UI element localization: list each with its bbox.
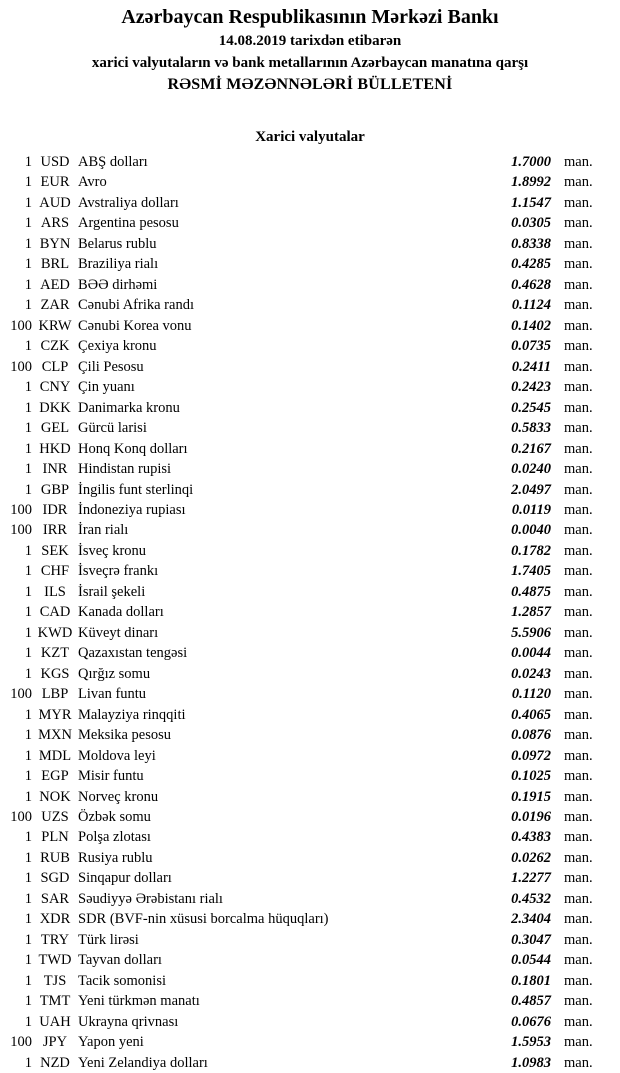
quantity-cell: 100 [10, 317, 32, 334]
table-row [0, 234, 600, 254]
currency-code-cell: ILS [44, 583, 66, 600]
table-row [0, 664, 600, 684]
currency-name-cell: Kanada dolları [78, 604, 164, 621]
table-row [0, 623, 600, 643]
rate-value-cell: 0.4857 [511, 993, 551, 1010]
currency-code-cell: HKD [39, 440, 71, 457]
quantity-cell: 1 [24, 993, 32, 1010]
table-row [0, 520, 600, 540]
unit-label-cell: man. [564, 379, 593, 396]
currency-code-cell: GEL [40, 420, 70, 437]
quantity-cell: 1 [24, 645, 32, 662]
currency-name-cell: İngilis funt sterlinqi [78, 481, 194, 498]
table-row [0, 950, 600, 970]
quantity-cell: 1 [24, 338, 32, 355]
currency-code-cell: EUR [40, 174, 70, 191]
currency-name-cell: Livan funtu [78, 686, 147, 703]
unit-label-cell: man. [564, 768, 593, 785]
currency-name-cell: Polşa zlotası [78, 829, 151, 846]
unit-label-cell: man. [564, 747, 593, 764]
rate-value-cell: 1.1547 [511, 194, 551, 211]
unit-label-cell: man. [564, 624, 593, 641]
unit-label-cell: man. [564, 952, 593, 969]
table-row [0, 725, 600, 745]
rate-value-cell: 1.0983 [511, 1054, 551, 1071]
currency-code-cell: IDR [42, 501, 68, 518]
rate-value-cell: 1.2857 [511, 604, 551, 621]
table-row [0, 930, 600, 950]
rate-value-cell: 1.7405 [511, 563, 551, 580]
rate-value-cell: 0.1801 [511, 972, 551, 989]
currency-code-cell: ARS [40, 215, 70, 232]
quantity-cell: 100 [10, 809, 32, 825]
unit-label-cell: man. [564, 297, 593, 314]
bulletin-header [0, 0, 620, 96]
unit-label-cell: man. [564, 809, 593, 825]
rate-value-cell: 0.4532 [511, 890, 551, 907]
currency-name-cell: Gürcü larisi [78, 420, 147, 437]
currency-name-cell: Rusiya rublu [78, 849, 153, 866]
currency-name-cell: Cənubi Korea vonu [78, 317, 192, 334]
table-row [0, 909, 600, 929]
rate-value-cell: 0.0243 [511, 665, 551, 682]
unit-label-cell: man. [564, 645, 593, 662]
currency-code-cell: KWD [37, 624, 73, 641]
currency-code-cell: NZD [40, 1054, 70, 1071]
unit-label-cell: man. [564, 686, 593, 703]
quantity-cell: 1 [24, 768, 32, 785]
rate-value-cell: 0.8338 [511, 235, 551, 252]
currency-code-cell: CLP [41, 358, 69, 375]
currency-code-cell: GBP [40, 481, 70, 498]
rate-value-cell: 0.2545 [511, 399, 551, 416]
unit-label-cell: man. [564, 194, 593, 211]
currency-code-cell: RUB [40, 849, 70, 866]
quantity-cell: 1 [24, 461, 32, 478]
quantity-cell: 1 [24, 788, 32, 805]
currency-name-cell: Belarus rublu [78, 235, 157, 252]
currency-code-cell: MYR [38, 706, 72, 723]
currency-code-cell: AED [40, 276, 70, 293]
quantity-cell: 1 [24, 563, 32, 580]
unit-label-cell: man. [564, 154, 593, 170]
quantity-cell: 1 [24, 952, 32, 969]
currency-name-cell: İran rialı [78, 522, 129, 539]
quantity-cell: 1 [24, 624, 32, 641]
rate-value-cell: 0.3047 [511, 931, 551, 948]
rate-value-cell: 0.4065 [511, 706, 551, 723]
quantity-cell: 1 [24, 604, 32, 621]
quantity-cell: 100 [10, 1034, 32, 1051]
currency-name-cell: Cənubi Afrika randı [78, 297, 194, 314]
currency-name-cell: Moldova leyi [78, 747, 156, 764]
unit-label-cell: man. [564, 461, 593, 478]
unit-label-cell: man. [564, 276, 593, 293]
quantity-cell: 1 [24, 235, 32, 252]
table-row [0, 377, 600, 397]
quantity-cell: 1 [24, 1013, 32, 1030]
currency-name-cell: Tayvan dolları [78, 952, 162, 969]
unit-label-cell: man. [564, 338, 593, 355]
currency-code-cell: UAH [39, 1013, 71, 1030]
currency-code-cell: BYN [39, 235, 71, 252]
quantity-cell: 1 [24, 154, 32, 170]
table-row [0, 705, 600, 725]
rate-value-cell: 0.0119 [511, 501, 551, 518]
table-row [0, 398, 600, 418]
table-row [0, 643, 600, 663]
currency-code-cell: ZAR [40, 297, 70, 314]
currency-name-cell: Səudiyyə Ərəbistanı rialı [78, 890, 223, 907]
rate-value-cell: 0.2411 [511, 358, 551, 375]
currency-code-cell: KZT [40, 645, 70, 662]
rate-value-cell: 0.0305 [511, 215, 551, 232]
unit-label-cell: man. [564, 563, 593, 580]
currency-name-cell: Avstraliya dolları [78, 194, 179, 211]
quantity-cell: 1 [24, 870, 32, 887]
table-row [0, 868, 600, 888]
table-row [0, 213, 600, 233]
table-row [0, 848, 600, 868]
currency-name-cell: ABŞ dolları [78, 154, 148, 170]
rate-value-cell: 0.0196 [511, 809, 551, 825]
quantity-cell: 1 [24, 747, 32, 764]
quantity-cell: 1 [24, 256, 32, 273]
currency-code-cell: KGS [40, 665, 70, 682]
unit-label-cell: man. [564, 706, 593, 723]
currency-code-cell: LBP [41, 686, 69, 703]
currency-code-cell: TRY [40, 931, 70, 948]
quantity-cell: 1 [24, 481, 32, 498]
table-row [0, 991, 600, 1011]
page-title: Azərbaycan Respublikasının Mərkəzi Bankı [121, 6, 499, 28]
currency-code-cell: CZK [40, 338, 70, 355]
rate-value-cell: 0.2423 [511, 379, 551, 396]
currency-code-cell: CAD [39, 604, 71, 621]
currency-code-cell: CHF [40, 563, 70, 580]
currency-name-cell: İndoneziya rupiası [78, 501, 186, 518]
rate-value-cell: 2.3404 [511, 911, 551, 928]
quantity-cell: 1 [24, 215, 32, 232]
currency-name-cell: SDR (BVF-nin xüsusi borcalma hüquqları) [78, 911, 329, 928]
rate-value-cell: 0.0876 [511, 727, 551, 744]
rate-value-cell: 0.1782 [511, 542, 551, 559]
quantity-cell: 100 [10, 522, 32, 539]
table-row [0, 152, 600, 172]
currency-name-cell: Qırğız somu [78, 665, 151, 682]
unit-label-cell: man. [564, 215, 593, 232]
currency-code-cell: MDL [38, 747, 72, 764]
unit-label-cell: man. [564, 870, 593, 887]
quantity-cell: 100 [10, 686, 32, 703]
quantity-cell: 1 [24, 706, 32, 723]
subtitle-line: xarici valyutaların və bank metallarının Azərbaycan manatına qarşı [91, 55, 529, 71]
table-row [0, 787, 600, 807]
rate-value-cell: 0.4383 [511, 829, 551, 846]
unit-label-cell: man. [564, 358, 593, 375]
currency-name-cell: İsveçrə frankı [78, 563, 159, 580]
quantity-cell: 100 [10, 358, 32, 375]
table-row [0, 480, 600, 500]
currency-code-cell: KRW [38, 317, 72, 334]
currency-code-cell: SAR [40, 890, 70, 907]
table-row [0, 336, 600, 356]
unit-label-cell: man. [564, 522, 593, 539]
quantity-cell: 1 [24, 890, 32, 907]
currency-name-cell: Braziliya rialı [78, 256, 159, 273]
unit-label-cell: man. [564, 1054, 593, 1071]
bulletin-title: RƏSMİ MƏZƏNNƏLƏRİ BÜLLETENİ [167, 76, 453, 93]
currency-name-cell: Meksika pesosu [78, 727, 172, 744]
table-row [0, 807, 600, 827]
currency-code-cell: SGD [40, 870, 70, 887]
quantity-cell: 1 [24, 297, 32, 314]
rate-value-cell: 0.4628 [511, 276, 551, 293]
rate-value-cell: 5.5906 [511, 624, 551, 641]
unit-label-cell: man. [564, 481, 593, 498]
table-row [0, 1053, 600, 1073]
unit-label-cell: man. [564, 849, 593, 866]
unit-label-cell: man. [564, 727, 593, 744]
currency-name-cell: Çili Pesosu [78, 358, 144, 375]
quantity-cell: 1 [24, 174, 32, 191]
rate-value-cell: 0.1402 [511, 317, 551, 334]
quantity-cell: 1 [24, 727, 32, 744]
rate-value-cell: 1.2277 [511, 870, 551, 887]
unit-label-cell: man. [564, 1013, 593, 1030]
currency-code-cell: DKK [39, 399, 71, 416]
table-row [0, 459, 600, 479]
unit-label-cell: man. [564, 420, 593, 437]
table-row [0, 541, 600, 561]
currency-code-cell: CNY [39, 379, 71, 396]
currency-code-cell: XDR [39, 911, 71, 928]
table-row [0, 746, 600, 766]
effective-date-line: 14.08.2019 tarixdən etibarən [218, 33, 402, 49]
table-row [0, 418, 600, 438]
rate-value-cell: 0.1120 [511, 686, 551, 703]
rate-value-cell: 0.0044 [511, 645, 551, 662]
table-row [0, 582, 600, 602]
table-row [0, 254, 600, 274]
table-row [0, 827, 600, 847]
table-row [0, 889, 600, 909]
currency-name-cell: BƏƏ dirhəmi [78, 276, 158, 293]
unit-label-cell: man. [564, 542, 593, 559]
currency-name-cell: Yeni Zelandiya dolları [78, 1054, 208, 1071]
unit-label-cell: man. [564, 993, 593, 1010]
table-row [0, 357, 600, 377]
currency-code-cell: USD [40, 154, 70, 170]
quantity-cell: 1 [24, 379, 32, 396]
rate-value-cell: 0.1025 [511, 768, 551, 785]
quantity-cell: 1 [24, 849, 32, 866]
unit-label-cell: man. [564, 317, 593, 334]
unit-label-cell: man. [564, 931, 593, 948]
currency-name-cell: Honq Konq dolları [78, 440, 188, 457]
currency-name-cell: Çexiya kronu [78, 338, 157, 355]
currency-name-cell: Qazaxıstan tengəsi [78, 645, 188, 662]
unit-label-cell: man. [564, 1034, 593, 1051]
currency-code-cell: UZS [41, 809, 69, 825]
quantity-cell: 1 [24, 1054, 32, 1071]
table-row [0, 193, 600, 213]
rate-value-cell: 0.1915 [511, 788, 551, 805]
quantity-cell: 1 [24, 399, 32, 416]
currency-name-cell: Norveç kronu [78, 788, 159, 805]
table-row [0, 766, 600, 786]
currency-code-cell: EGP [41, 768, 69, 785]
currency-name-cell: İsveç kronu [78, 542, 147, 559]
currency-name-cell: Yapon yeni [78, 1034, 144, 1051]
quantity-cell: 100 [10, 501, 32, 518]
rate-value-cell: 0.0544 [511, 952, 551, 969]
quantity-cell: 1 [24, 911, 32, 928]
quantity-cell: 1 [24, 972, 32, 989]
exchange-rates-table [0, 152, 620, 1073]
rate-value-cell: 0.0240 [511, 461, 551, 478]
table-row [0, 172, 600, 192]
unit-label-cell: man. [564, 604, 593, 621]
currency-name-cell: Özbək somu [78, 809, 151, 825]
currency-code-cell: MXN [38, 727, 72, 744]
table-row [0, 295, 600, 315]
quantity-cell: 1 [24, 420, 32, 437]
currency-name-cell: Sinqapur dolları [78, 870, 172, 887]
rate-value-cell: 0.2167 [511, 440, 551, 457]
unit-label-cell: man. [564, 399, 593, 416]
unit-label-cell: man. [564, 235, 593, 252]
table-row [0, 439, 600, 459]
table-row [0, 275, 600, 295]
currency-name-cell: İsrail şekeli [78, 583, 146, 600]
unit-label-cell: man. [564, 583, 593, 600]
currency-code-cell: BRL [40, 256, 70, 273]
currency-name-cell: Misir funtu [78, 768, 144, 785]
rate-value-cell: 0.0040 [511, 522, 551, 539]
unit-label-cell: man. [564, 972, 593, 989]
currency-code-cell: SEK [41, 542, 69, 559]
unit-label-cell: man. [564, 665, 593, 682]
table-row [0, 684, 600, 704]
unit-label-cell: man. [564, 911, 593, 928]
quantity-cell: 1 [24, 194, 32, 211]
currency-name-cell: Avro [78, 174, 107, 191]
unit-label-cell: man. [564, 501, 593, 518]
currency-name-cell: Çin yuanı [78, 379, 135, 396]
currency-code-cell: IRR [42, 522, 68, 539]
table-row [0, 602, 600, 622]
unit-label-cell: man. [564, 788, 593, 805]
table-row [0, 1012, 600, 1032]
currency-code-cell: TMT [39, 993, 71, 1010]
quantity-cell: 1 [24, 829, 32, 846]
rate-value-cell: 1.7000 [511, 154, 551, 170]
currency-name-cell: Argentina pesosu [78, 215, 179, 232]
quantity-cell: 1 [24, 440, 32, 457]
quantity-cell: 1 [24, 542, 32, 559]
rate-value-cell: 1.8992 [511, 174, 551, 191]
currency-code-cell: NOK [39, 788, 71, 805]
currency-name-cell: Hindistan rupisi [78, 461, 172, 478]
section-title-foreign-currencies: Xarici valyutalar [255, 129, 365, 145]
currency-name-cell: Yeni türkmən manatı [78, 993, 200, 1010]
currency-name-cell: Tacik somonisi [78, 972, 166, 989]
rate-value-cell: 0.1124 [511, 297, 551, 314]
quantity-cell: 1 [24, 665, 32, 682]
rate-value-cell: 0.0972 [511, 747, 551, 764]
rate-value-cell: 0.4875 [511, 583, 551, 600]
unit-label-cell: man. [564, 890, 593, 907]
currency-code-cell: TJS [43, 972, 67, 989]
unit-label-cell: man. [564, 829, 593, 846]
rate-value-cell: 2.0497 [511, 481, 551, 498]
currency-code-cell: PLN [41, 829, 69, 846]
rate-value-cell: 1.5953 [511, 1034, 551, 1051]
unit-label-cell: man. [564, 440, 593, 457]
table-row [0, 971, 600, 991]
currency-code-cell: INR [42, 461, 68, 478]
rate-value-cell: 0.0735 [511, 338, 551, 355]
quantity-cell: 1 [24, 583, 32, 600]
rate-value-cell: 0.4285 [511, 256, 551, 273]
currency-name-cell: Türk lirəsi [78, 931, 139, 948]
currency-code-cell: JPY [42, 1034, 68, 1051]
currency-name-cell: Küveyt dinarı [78, 624, 159, 641]
rate-value-cell: 0.5833 [511, 420, 551, 437]
quantity-cell: 1 [24, 931, 32, 948]
unit-label-cell: man. [564, 256, 593, 273]
quantity-cell: 1 [24, 276, 32, 293]
currency-code-cell: AUD [39, 194, 71, 211]
currency-code-cell: TWD [38, 952, 72, 969]
table-row [0, 1032, 600, 1052]
unit-label-cell: man. [564, 174, 593, 191]
currency-name-cell: Danimarka kronu [78, 399, 180, 416]
rate-value-cell: 0.0262 [511, 849, 551, 866]
table-row [0, 316, 600, 336]
currency-name-cell: Malayziya rinqqiti [78, 706, 186, 723]
currency-name-cell: Ukrayna qrivnası [78, 1013, 179, 1030]
table-row [0, 561, 600, 581]
table-row [0, 500, 600, 520]
rate-value-cell: 0.0676 [511, 1013, 551, 1030]
